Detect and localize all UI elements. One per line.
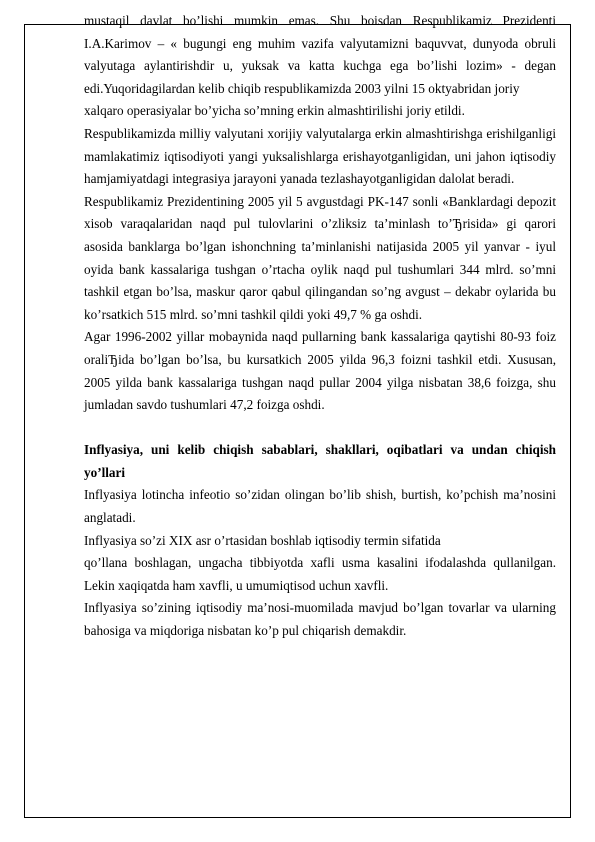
paragraph-7: Inflyasiya so’zi XIX asr o’rtasidan boshlab iqtisodiy termin sifatida xyxy=(84,532,441,548)
paragraph-2: xalqaro operasiyalar bo’yicha so’mning erkin almashtirilishi joriy etildi. xyxy=(84,103,465,119)
paragraph-1: mustaqil davlat bo’lishi mumkin emas. Shu boisdan Respublikamiz Prezidenti I.A.Karimov – « bugungi eng muhim vazifa valyutamizni baquvvat, dunyoda obruli valyutaga aylantirishdir u, yuksak va katta kuchga ega bo’lishi lozim» - degan edi.Yuqoridagilardan kelib chiqib respublikamizda 2003 yilni 15 oktyabridan joriy xyxy=(84,13,556,96)
paragraph-9: Inflyasiya so’zining iqtisodiy ma’nosi-muomilada mavjud bo’lgan tovarlar va ularning bahosiga va miqdoriga nisbatan ko’p pul chiqarish demakdir. xyxy=(84,600,556,639)
paragraph-4: Respublikamiz Prezidentining 2005 yil 5 avgustdagi PK-147 sonli «Banklardagi depozit xisob varaqalaridan naqd pul tulovlarini o’zliksiz ta’minlash to’Ђrisida» gi qarori asosida banklarga bo’lgan ishonchning ta’minlanishi natijasida 2005 yil yanvar - iyul oyida bank kassalariga tushgan o’rtacha oylik naqd pul tushumlari 344 mlrd. so’mni tashkil etgan bo’lsa, maskur qaror qabul qilingandan so’ng avgust – dekabr oylarida bu ko’rsatkich 515 mlrd. so’mni tashkil qildi yoki 49,7 % ga oshdi. xyxy=(84,193,556,322)
paragraph-3: Respublikamizda milliy valyutani xorijiy valyutalarga erkin almashtirishga erishilganligi mamlakatimiz iqtisodiyoti yangi yuksalishlarga erishayotganligidan, uni jahon iqtisodiy hamjamiyatdagi integrasiya jarayoni yanada tezlashayotganligidan dalolat beradi. xyxy=(84,125,556,187)
paragraph-6: Inflyasiya lotincha infeotio so’zidan olingan bo’lib shish, burtish, ko’pchish ma’nosini anglatadi. xyxy=(84,487,556,526)
document-body xyxy=(84,10,556,643)
paragraph-8: qo’llana boshlagan, ungacha tibbiyotda xafli usma kasalini ifodalashda qullanilgan. Lekin xaqiqatda ham xavfli, u umumiqtisod uchun xavfli. xyxy=(84,555,556,593)
section-heading: Inflyasiya, uni kelib chiqish sabablari, shakllari, oqibatlari va undan chiqish yo’llari xyxy=(84,442,556,480)
paragraph-5: Agar 1996-2002 yillar mobaynida naqd pullarning bank kassalariga qaytishi 80-93 foiz oraliЂida bo’lgan bo’lsa, bu kursatkich 2005 yilda 96,3 foizni tashkil etdi. Xususan, 2005 yilda bank kassalariga tushgan naqd pullar 2004 yilga nisbatan 38,6 foizga, shu jumladan savdo tushumlari 47,2 foizga oshdi. xyxy=(84,329,556,413)
